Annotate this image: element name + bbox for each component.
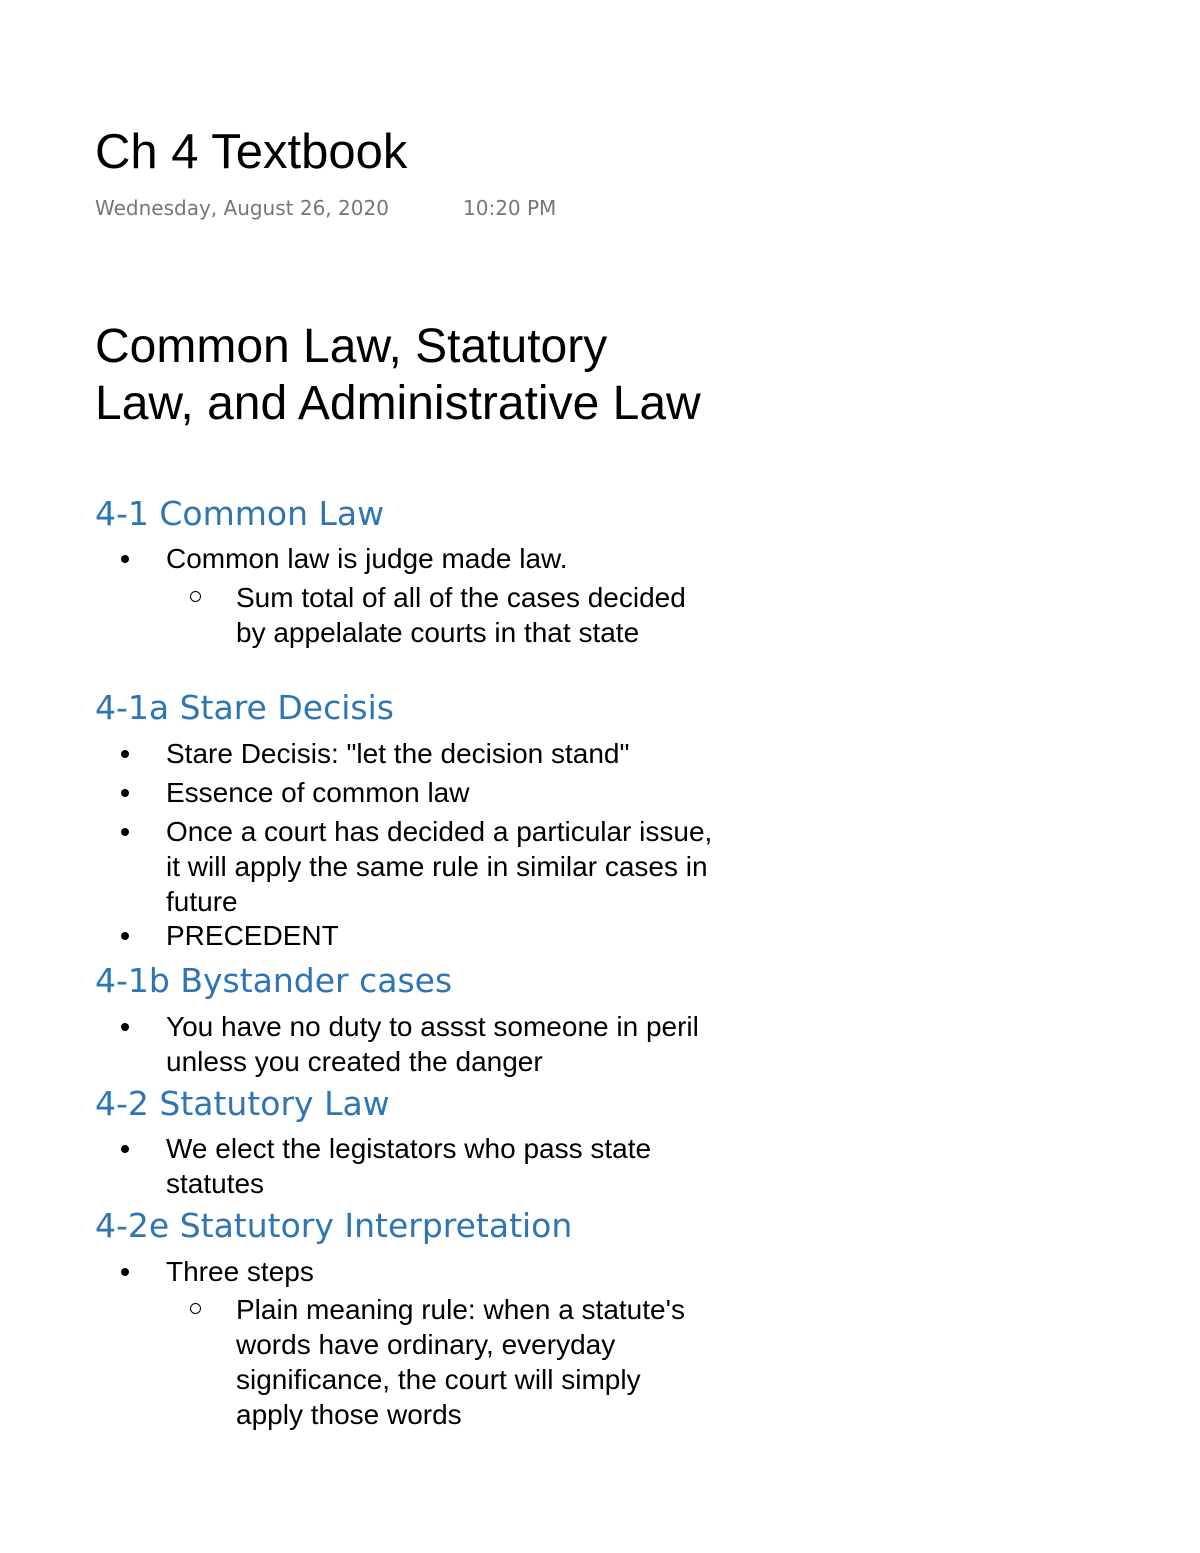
section-heading-4-2: 4-2 Statutory Law [95, 1084, 390, 1123]
list-item-text: Stare Decisis: "let the decision stand" [166, 738, 630, 769]
bullet-icon [121, 828, 129, 836]
hollow-bullet-icon [190, 591, 201, 602]
list-item-text: You have no duty to assst someone in peril unless you created the danger [166, 1011, 699, 1077]
list-item-text: Once a court has decided a particular issue, it will apply the same rule in similar cases in future [166, 816, 713, 917]
list-item [166, 736, 726, 771]
hollow-bullet-icon [190, 1303, 201, 1314]
list-item [166, 1131, 726, 1201]
bullet-icon [121, 1268, 129, 1276]
bullet-icon [121, 1145, 129, 1153]
list-item [166, 1254, 726, 1289]
section-heading-4-1a: 4-1a Stare Decisis [95, 688, 394, 727]
bullet-icon [121, 1023, 129, 1031]
list-item-text: Three steps [166, 1256, 314, 1287]
bullet-icon [121, 555, 129, 563]
list-item [166, 814, 726, 919]
note-time: 10:20 PM [463, 196, 557, 220]
list-item [166, 918, 726, 953]
section-heading-4-2e: 4-2e Statutory Interpretation [95, 1206, 573, 1245]
list-item-text: We elect the legistators who pass state statutes [166, 1133, 652, 1199]
list-item-text: Sum total of all of the cases decided by appelalate courts in that state [236, 582, 686, 648]
list-item [166, 775, 726, 810]
list-item [166, 541, 726, 576]
bullet-icon [121, 789, 129, 797]
list-item-text: Common law is judge made law. [166, 543, 568, 574]
page-title: Ch 4 Textbook [95, 125, 408, 179]
main-heading: Common Law, Statutory Law, and Administrative Law [95, 320, 701, 430]
section-heading-4-1b: 4-1b Bystander cases [95, 961, 453, 1000]
list-item [236, 1292, 706, 1432]
bullet-icon [121, 932, 129, 940]
list-item [236, 580, 706, 650]
list-item-text: Plain meaning rule: when a statute's words have ordinary, everyday significance, the court will simply apply those words [236, 1294, 685, 1430]
list-item-text: PRECEDENT [166, 920, 339, 951]
list-item [166, 1009, 726, 1079]
section-heading-4-1: 4-1 Common Law [95, 494, 385, 533]
list-item-text: Essence of common law [166, 777, 470, 808]
bullet-icon [121, 750, 129, 758]
note-date: Wednesday, August 26, 2020 [95, 196, 389, 220]
